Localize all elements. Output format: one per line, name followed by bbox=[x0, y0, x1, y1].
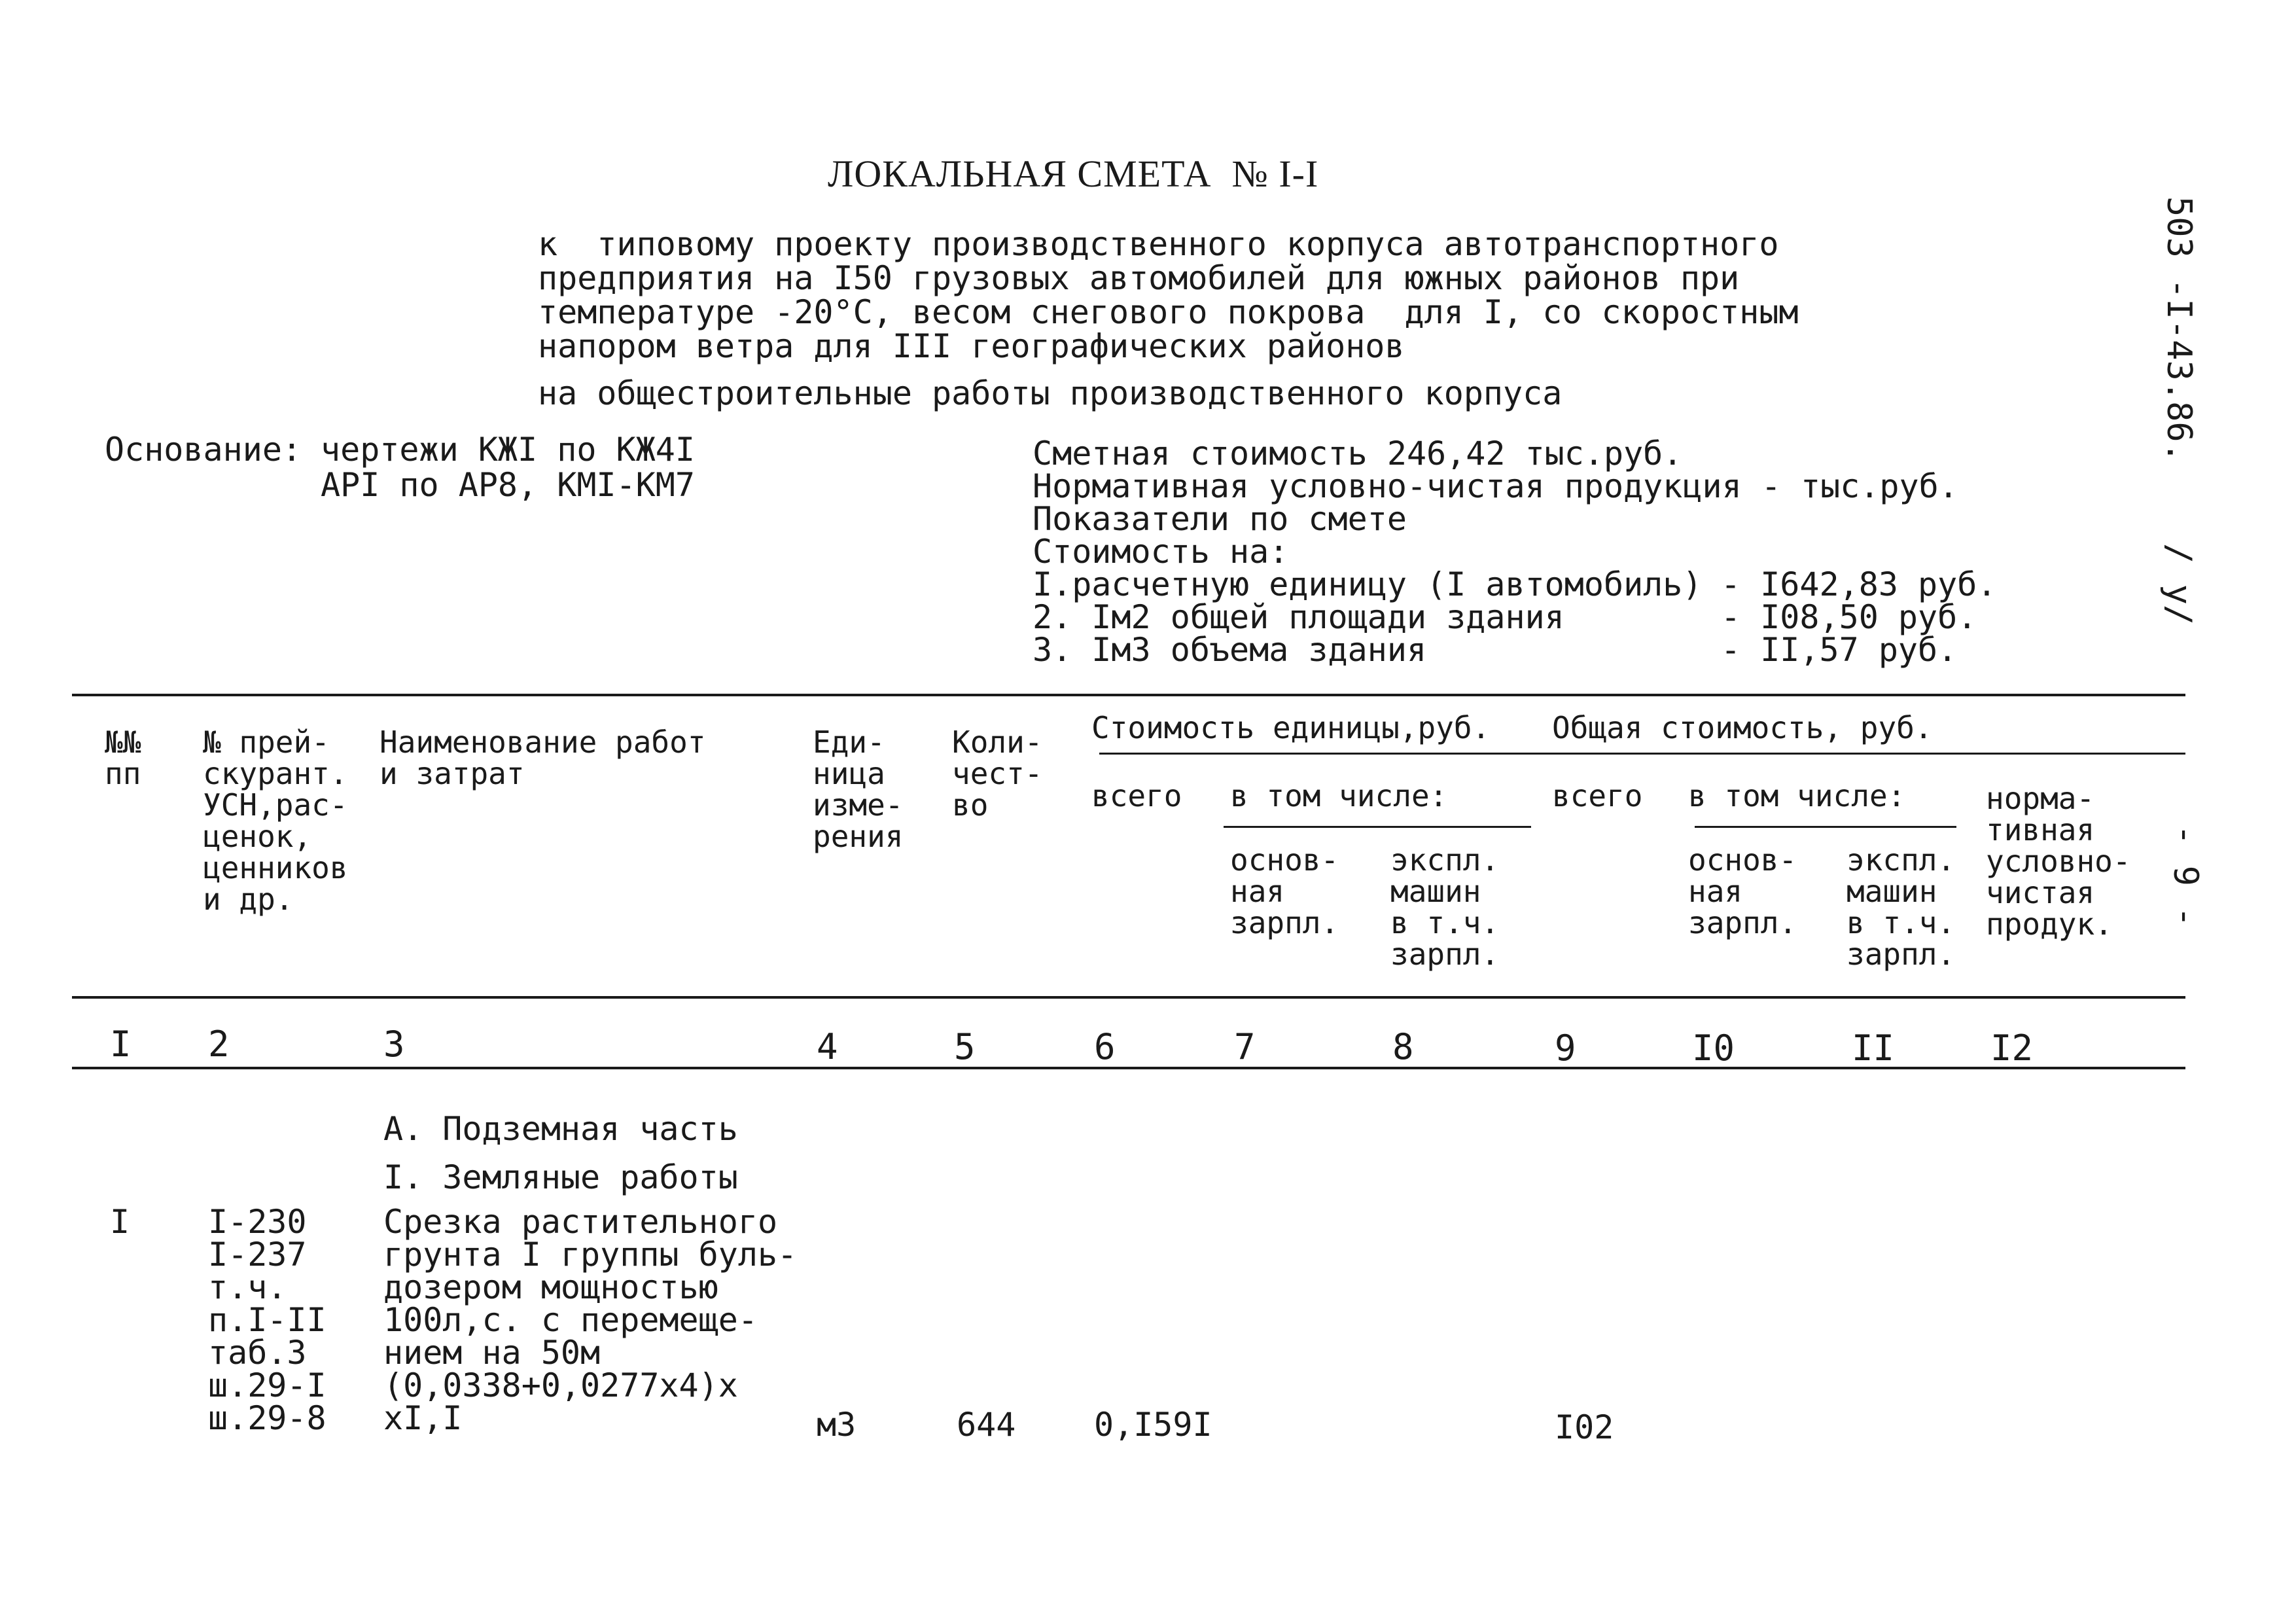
row-total-cost: I02 bbox=[1555, 1408, 1614, 1446]
document-title: ЛОКАЛЬНАЯ СМЕТА № I-I bbox=[828, 152, 1319, 195]
estimate-item2-label: 2. Iм2 общей площади здания bbox=[1033, 598, 1564, 636]
estimate-item1-value: - I642,83 руб. bbox=[1721, 565, 1997, 603]
col-header-incl-2: в том числе: bbox=[1688, 778, 1906, 813]
col-number: 2 bbox=[208, 1024, 230, 1065]
col-header-unit: Еди- ница изме- рения bbox=[813, 724, 904, 854]
table-top-rule bbox=[72, 694, 2185, 696]
basis-line-2: АРI по АР8, КМI-КМ7 bbox=[321, 466, 695, 504]
basis-label: Основание: bbox=[105, 431, 302, 469]
estimate-item2-value: - I08,50 руб. bbox=[1721, 598, 1977, 636]
estimate-normative: Нормативная условно-чистая продукция - тыс.руб. bbox=[1033, 467, 1958, 505]
col-header-base-wage-2: основ- ная зарпл. bbox=[1688, 842, 1797, 940]
estimate-cost: Сметная стоимость 246,42 тыс.руб. bbox=[1033, 435, 1683, 473]
estimate-item3-value: - II,57 руб. bbox=[1721, 631, 1958, 669]
subtitle-line-2: предприятия на I50 грузовых автомобилей для южных районов при bbox=[538, 259, 1740, 297]
incl-rule-2 bbox=[1695, 826, 1956, 828]
group-header-unit-cost: Стоимость единицы,руб. bbox=[1091, 710, 1491, 745]
row-quantity: 644 bbox=[957, 1406, 1016, 1444]
side-mark: / y/ bbox=[2159, 543, 2199, 626]
page-number: - 9 - bbox=[2166, 825, 2205, 927]
row-price-ref: I-230 I-237 т.ч. п.I-II таб.3 ш.29-I ш.29-8 bbox=[208, 1203, 327, 1437]
estimate-item3-label: 3. Iм3 объема здания bbox=[1033, 631, 1427, 669]
col-number: 4 bbox=[817, 1026, 838, 1067]
col-header-no: №№ пп bbox=[105, 724, 141, 791]
col-number: 6 bbox=[1094, 1026, 1116, 1067]
header-bottom-rule bbox=[72, 996, 2185, 999]
col-header-price-ref: № прей- скурант. УСН,рас- ценок, ценников и др. bbox=[203, 724, 348, 917]
col-number: I0 bbox=[1692, 1027, 1735, 1069]
subtitle-scope: на общестроительные работы производственного корпуса bbox=[538, 374, 1563, 412]
col-number: 7 bbox=[1234, 1026, 1256, 1067]
row-number: I bbox=[110, 1203, 130, 1241]
row-unit: м3 bbox=[817, 1406, 857, 1444]
col-number: 9 bbox=[1555, 1027, 1576, 1069]
incl-rule-1 bbox=[1224, 826, 1531, 828]
col-header-incl-1: в том числе: bbox=[1230, 778, 1448, 813]
col-header-all-1: всего bbox=[1091, 778, 1182, 813]
col-header-all-2: всего bbox=[1552, 778, 1643, 813]
subtitle-line-4: напором ветра для III географических районов bbox=[538, 327, 1405, 365]
col-number: I2 bbox=[1990, 1027, 2034, 1069]
subtitle-line-3: температуре -20°C, весом снегового покрова для I, со скоростным bbox=[538, 293, 1799, 331]
col-header-machines-1: экспл. машин в т.ч. зарпл. bbox=[1390, 842, 1500, 972]
col-header-normative: норма- тивная условно- чистая продук. bbox=[1986, 781, 2131, 942]
subtitle-line-1: к типовому проекту производственного корпуса автотранспортного bbox=[538, 225, 1779, 263]
col-header-machines-2: экспл. машин в т.ч. зарпл. bbox=[1846, 842, 1956, 972]
col-number: 3 bbox=[383, 1024, 405, 1065]
row-work-name: Срезка растительного грунта I группы буль- дозером мощностью 100л,с. с перемеще- нием на 50м (0,0338+0,0277х4)х хI,I bbox=[383, 1203, 798, 1437]
estimate-item1-label: I.расчетную единицу (I автомобиль) bbox=[1033, 565, 1703, 603]
col-number: 8 bbox=[1392, 1026, 1414, 1067]
col-header-base-wage-1: основ- ная зарпл. bbox=[1230, 842, 1339, 940]
col-header-work-name: Наименование работ и затрат bbox=[380, 724, 706, 791]
estimate-indicators: Показатели по смете bbox=[1033, 500, 1407, 538]
basis-line-1: чертежи КЖI по КЖ4I bbox=[321, 431, 695, 469]
section-heading-a: А. Подземная часть bbox=[383, 1110, 738, 1148]
col-number: I bbox=[110, 1024, 132, 1065]
estimate-cost-on: Стоимость на: bbox=[1033, 533, 1289, 571]
col-number: 5 bbox=[954, 1026, 976, 1067]
side-document-code: 503 -I-43.86. bbox=[2159, 196, 2199, 463]
section-heading-1: I. Земляные работы bbox=[383, 1158, 738, 1196]
col-header-quantity: Коли- чест- во bbox=[952, 724, 1043, 823]
group-header-total-cost: Общая стоимость, руб. bbox=[1552, 710, 1933, 745]
col-number: II bbox=[1852, 1027, 1895, 1069]
row-unit-cost: 0,I59I bbox=[1094, 1406, 1212, 1444]
group-header-rule bbox=[1099, 753, 2185, 755]
